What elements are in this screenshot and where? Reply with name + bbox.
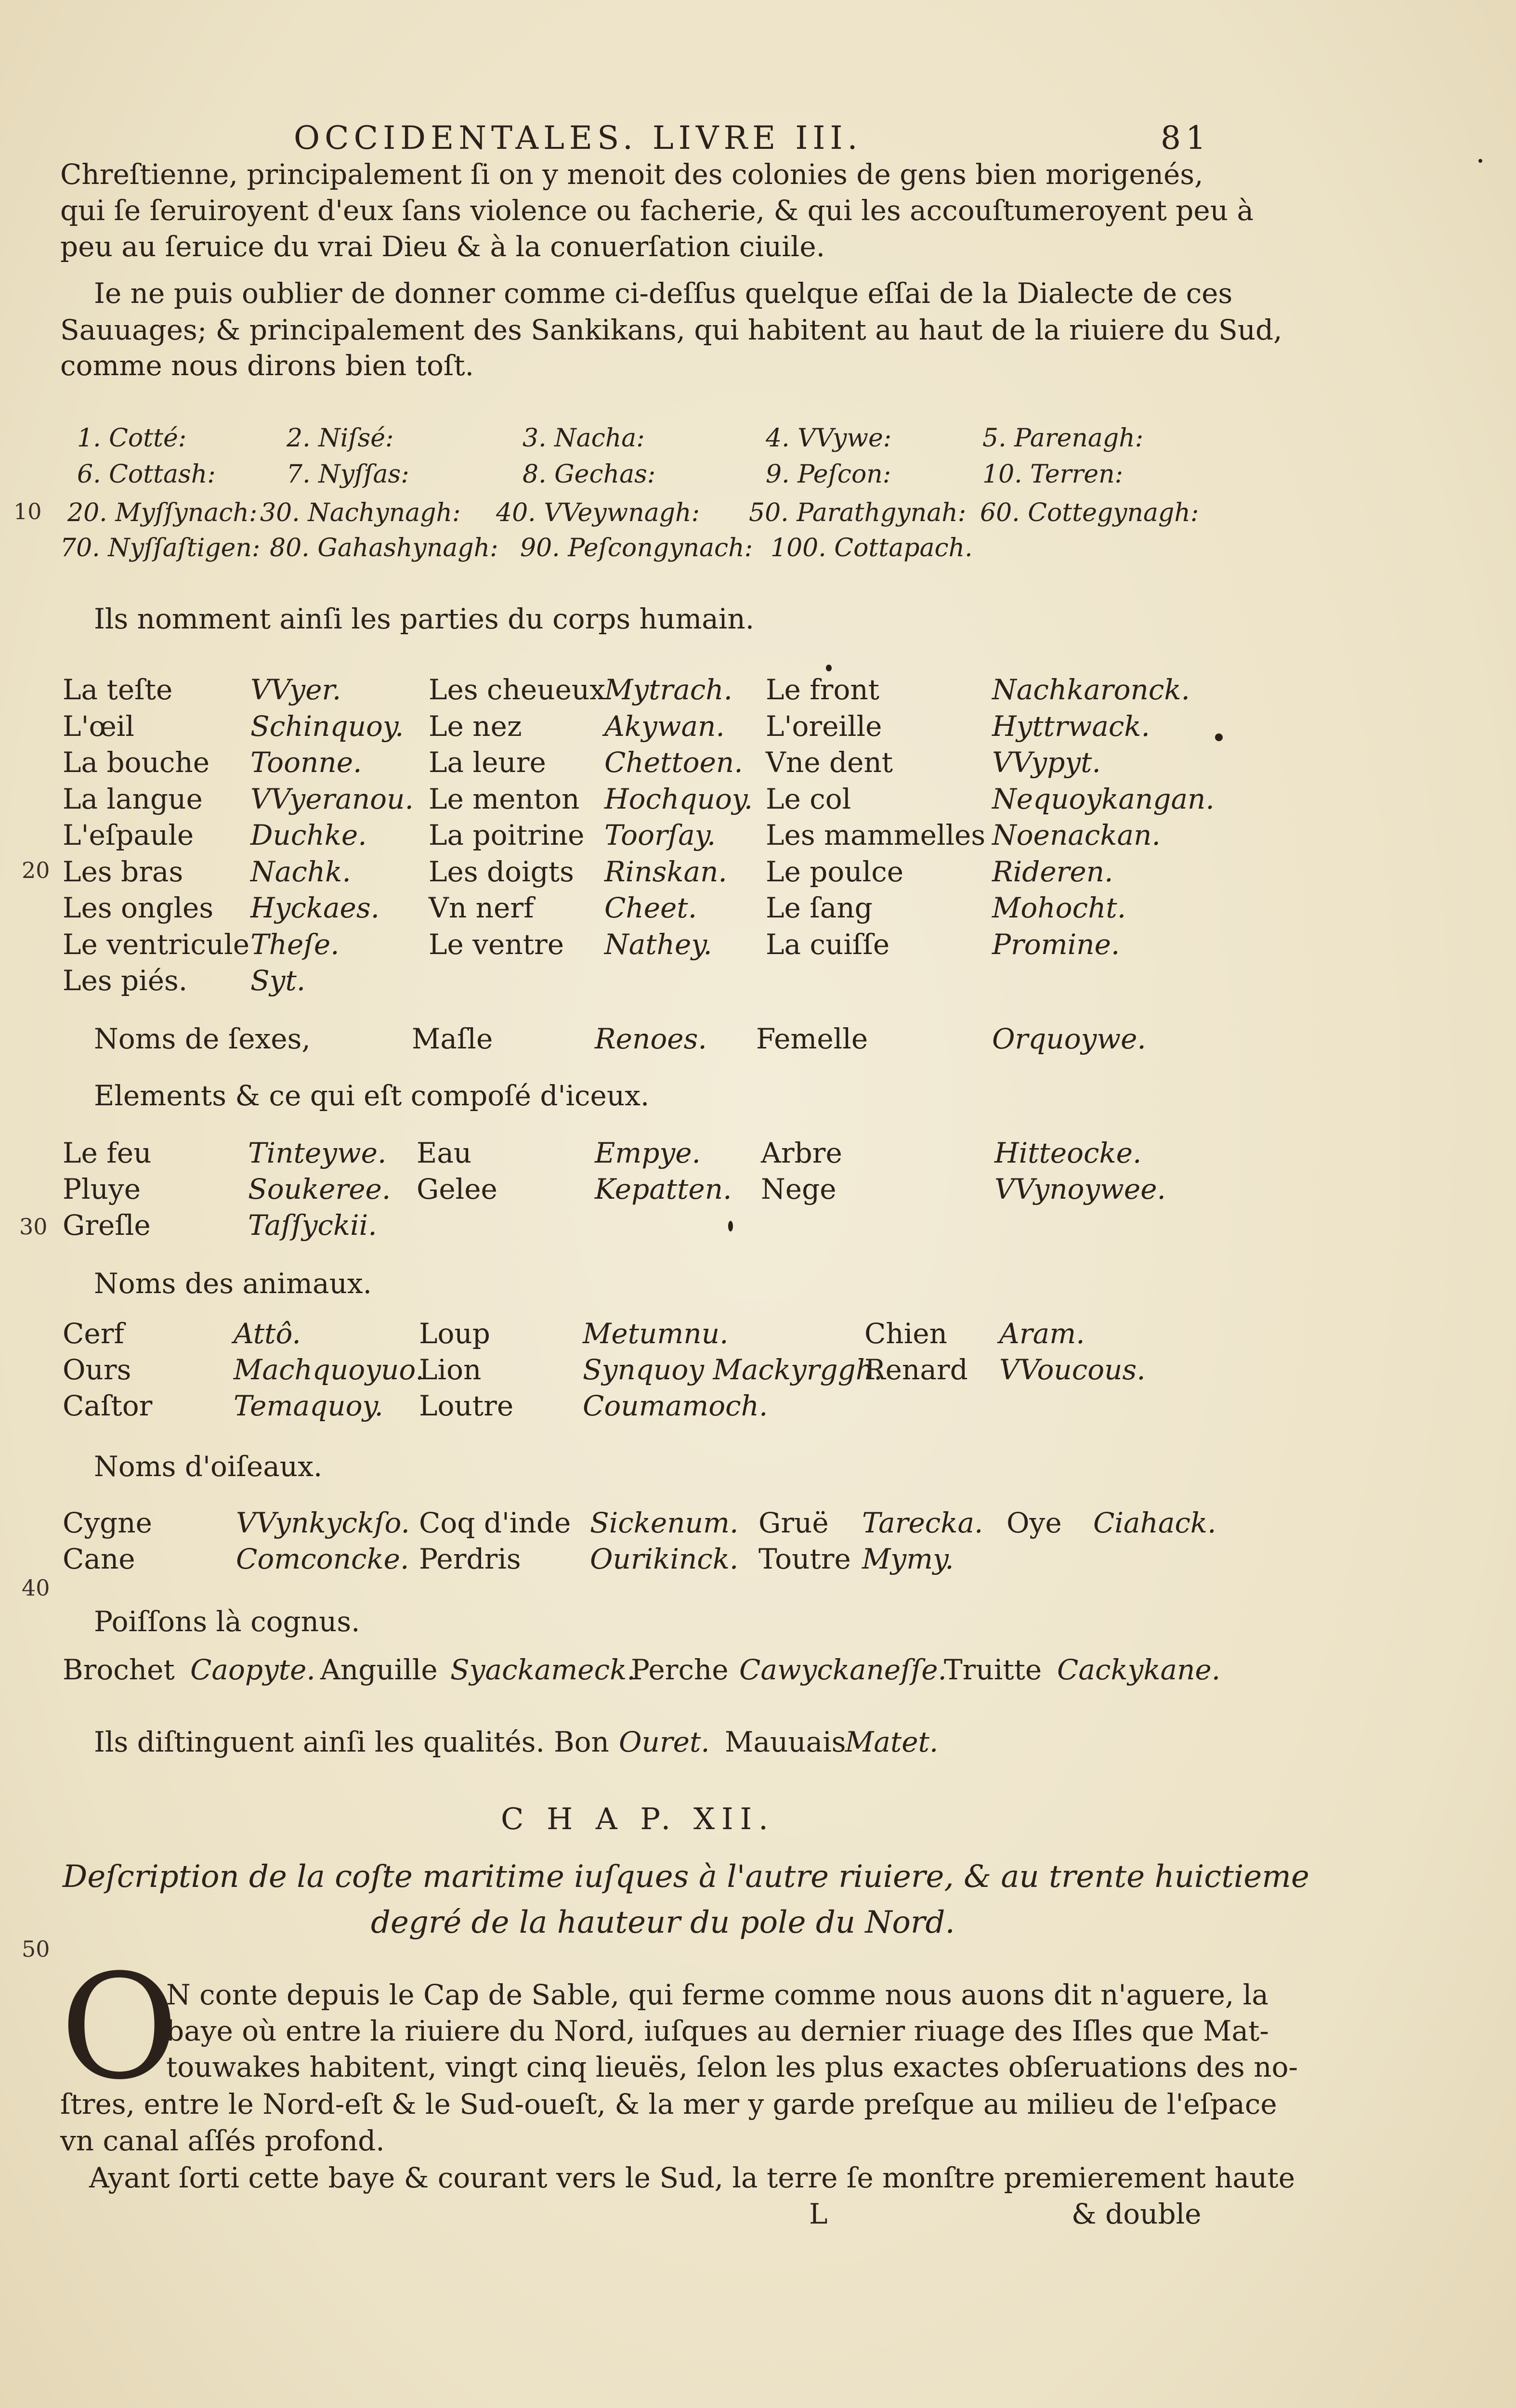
bird-native-word: Comconcke. xyxy=(236,1543,409,1575)
element-native-word: Hitteocke. xyxy=(994,1137,1142,1169)
animal-french-term: Caſtor xyxy=(63,1389,153,1422)
body-part-native-word: VVypyt. xyxy=(992,746,1101,779)
element-french-term: Le feu xyxy=(63,1137,152,1169)
fish-french-term: Truitte xyxy=(944,1653,1042,1686)
body-part-french-term: Les piés. xyxy=(63,964,188,997)
animal-native-word: Machquoyuo. xyxy=(234,1353,424,1386)
catchword: & double xyxy=(1072,2198,1202,2230)
animal-french-term: Chien xyxy=(864,1317,947,1350)
sex-french-term: Noms de ſexes, xyxy=(94,1022,311,1055)
element-native-word: Empye. xyxy=(595,1137,701,1169)
number-word: 90. Peſcongynach: xyxy=(520,534,753,563)
element-native-word: Soukeree. xyxy=(248,1173,391,1205)
fish-native-word: Cackykane. xyxy=(1057,1653,1221,1686)
chapter-line-3: touwakes habitent, vingt cinq lieuës, ſelon les plus exactes obſeruations des no- xyxy=(166,2051,1298,2083)
body-part-french-term: La bouche xyxy=(63,746,210,779)
body-part-native-word: Syt. xyxy=(250,964,306,997)
margin-line-number: 50 xyxy=(22,1936,50,1962)
body-part-native-word: Rideren. xyxy=(992,855,1113,888)
sex-native-word: Renoes. xyxy=(595,1022,707,1055)
bird-french-term: Perdris xyxy=(419,1543,521,1575)
body-part-french-term: Le front xyxy=(766,673,880,706)
intro-line-1: Chreſtienne, principalement ſi on y menoit des colonies de gens bien morigenés, xyxy=(60,158,1203,191)
margin-line-number: 30 xyxy=(19,1214,48,1240)
section-intro-elements: Elements & ce qui eſt compoſé d'iceux. xyxy=(94,1079,650,1112)
margin-line-number: 40 xyxy=(22,1575,50,1601)
intro-line-5: Sauuages; & principalement des Sankikans, qui habitent au haut de la riuiere du Sud, xyxy=(60,314,1282,346)
animal-native-word: Synquoy Mackyrggh. xyxy=(583,1353,883,1386)
intro-line-2: qui ſe ſeruiroyent d'eux ſans violence ou facherie, & qui les accouſtumeroyent peu à xyxy=(60,194,1254,227)
body-part-french-term: L'œil xyxy=(63,709,134,743)
fish-french-term: Brochet xyxy=(63,1653,175,1686)
element-native-word: Kepatten. xyxy=(595,1173,732,1205)
bird-french-term: Cane xyxy=(63,1543,135,1575)
margin-line-number: 10 xyxy=(13,498,42,524)
body-part-french-term: La leure xyxy=(429,746,546,779)
body-part-french-term: La cuiſſe xyxy=(766,928,890,961)
chapter-label: C H A P. XII. xyxy=(501,1801,775,1836)
fish-native-word: Cawyckaneſſe. xyxy=(739,1653,947,1686)
number-word: 50. Parathgynah: xyxy=(749,498,967,527)
section-intro-body-parts: Ils nomment ainſi les parties du corps humain. xyxy=(94,602,755,635)
intro-line-4: Ie ne puis oublier de donner comme ci-deſſus quelque eſſai de la Dialecte de ces xyxy=(94,277,1233,310)
number-word: 60. Cottegynagh: xyxy=(980,498,1199,527)
body-part-native-word: Hyttrwack. xyxy=(992,709,1150,743)
body-part-native-word: Mytrach. xyxy=(604,673,733,706)
animal-french-term: Loup xyxy=(419,1317,490,1350)
animal-french-term: Renard xyxy=(864,1353,968,1386)
body-part-french-term: Vn nerf xyxy=(429,891,534,924)
body-part-french-term: Le ventre xyxy=(429,928,564,961)
body-part-french-term: Les bras xyxy=(63,855,183,888)
signature-mark: L xyxy=(809,2198,828,2230)
running-title: OCCIDENTALES. LIVRE III. xyxy=(294,119,863,157)
body-part-native-word: Rinskan. xyxy=(604,855,727,888)
animal-french-term: Loutre xyxy=(419,1389,514,1422)
element-french-term: Gelee xyxy=(417,1173,497,1205)
quality-french-term: Bon xyxy=(554,1726,609,1758)
number-word: 6. Cottash: xyxy=(77,460,216,489)
bird-native-word: Ourikinck. xyxy=(590,1543,739,1575)
quality-french-term: Ils diſtinguent ainſi les qualités. xyxy=(94,1726,545,1758)
animal-french-term: Ours xyxy=(63,1353,131,1386)
number-word: 1. Cotté: xyxy=(77,424,187,453)
fish-french-term: Anguille xyxy=(320,1653,438,1686)
quality-native-word: Matet. xyxy=(845,1726,939,1758)
number-word: 2. Niſsé: xyxy=(287,424,394,453)
number-word: 5. Parenagh: xyxy=(982,424,1144,453)
element-french-term: Arbre xyxy=(761,1137,842,1169)
element-french-term: Pluye xyxy=(63,1173,141,1205)
intro-line-6: comme nous dirons bien toſt. xyxy=(60,349,474,382)
element-native-word: Tinteywe. xyxy=(248,1137,387,1169)
bird-french-term: Gruë xyxy=(758,1506,829,1539)
page-number: 81 xyxy=(1161,119,1211,157)
chapter-line-1: N conte depuis le Cap de Sable, qui ferme comme nous auons dit n'aguere, la xyxy=(166,1978,1268,2011)
body-part-native-word: Chettoen. xyxy=(604,746,743,779)
fish-native-word: Caopyte. xyxy=(190,1653,315,1686)
body-part-native-word: VVyeranou. xyxy=(250,782,414,815)
animal-french-term: Cerf xyxy=(63,1317,124,1350)
body-part-native-word: Schinquoy. xyxy=(250,709,404,743)
bird-french-term: Cygne xyxy=(63,1506,152,1539)
body-part-native-word: Nathey. xyxy=(604,928,712,961)
fish-french-term: Perche xyxy=(631,1653,729,1686)
animal-french-term: Lion xyxy=(419,1353,482,1386)
body-part-french-term: La poitrine xyxy=(429,819,585,851)
body-part-french-term: Le poulce xyxy=(766,855,904,888)
ink-speck xyxy=(1215,733,1223,741)
element-french-term: Eau xyxy=(417,1137,472,1169)
body-part-french-term: Le ſang xyxy=(766,891,873,924)
body-part-french-term: Le nez xyxy=(429,709,522,743)
number-word: 40. VVeywnagh: xyxy=(496,498,700,527)
body-part-native-word: Nequoykangan. xyxy=(992,782,1215,815)
ink-speck xyxy=(1478,159,1482,163)
animal-native-word: Aram. xyxy=(999,1317,1085,1350)
bird-native-word: Tarecka. xyxy=(862,1506,983,1539)
body-part-french-term: Les doigts xyxy=(429,855,574,888)
body-part-native-word: Nachkaronck. xyxy=(992,673,1190,706)
bird-french-term: Toutre xyxy=(758,1543,851,1575)
body-part-native-word: Nachk. xyxy=(250,855,351,888)
body-part-native-word: Cheet. xyxy=(604,891,697,924)
animal-native-word: Temaquoy. xyxy=(234,1389,383,1422)
animal-native-word: Coumamoch. xyxy=(583,1389,768,1422)
bird-native-word: VVynkyckſo. xyxy=(236,1506,410,1539)
chapter-line-4: ſtres, entre le Nord-eſt & le Sud-oueſt, & la mer y garde preſque au milieu de l'eſpace xyxy=(60,2088,1277,2120)
body-part-french-term: L'oreille xyxy=(766,709,882,743)
chapter-line-6: Ayant ſorti cette baye & courant vers le Sud, la terre ſe monſtre premierement haute xyxy=(89,2161,1295,2194)
ink-speck xyxy=(728,1221,733,1231)
sex-french-term: Maſle xyxy=(412,1022,493,1055)
bird-french-term: Coq d'inde xyxy=(419,1506,571,1539)
number-word: 7. Nyſſas: xyxy=(287,460,409,489)
body-part-native-word: Hochquoy. xyxy=(604,782,753,815)
sex-french-term: Femelle xyxy=(756,1022,868,1055)
sex-native-word: Orquoywe. xyxy=(992,1022,1146,1055)
chapter-line-5: vn canal aſſés profond. xyxy=(60,2124,385,2157)
number-word: 20. Myſſynach: xyxy=(67,498,258,527)
body-part-native-word: Toonne. xyxy=(250,746,362,779)
section-intro-fish: Poiſſons là cognus. xyxy=(94,1605,360,1638)
drop-cap: O xyxy=(60,1943,179,2111)
section-intro-birds: Noms d'oiſeaux. xyxy=(94,1450,323,1483)
body-part-french-term: Le ventricule xyxy=(63,928,250,961)
element-french-term: Greſle xyxy=(63,1209,151,1242)
element-native-word: Taſſyckii. xyxy=(248,1209,377,1242)
number-word: 3. Nacha: xyxy=(523,424,645,453)
body-part-native-word: Toorſay. xyxy=(604,819,716,851)
body-part-french-term: La teſte xyxy=(63,673,173,706)
body-part-french-term: Vne dent xyxy=(766,746,893,779)
number-word: 4. VVywe: xyxy=(766,424,892,453)
number-word: 9. Peſcon: xyxy=(766,460,891,489)
body-part-native-word: VVyer. xyxy=(250,673,341,706)
body-part-native-word: Theſe. xyxy=(250,928,340,961)
element-native-word: VVynoywee. xyxy=(994,1173,1166,1205)
body-part-french-term: Les ongles xyxy=(63,891,214,924)
number-word: 30. Nachynagh: xyxy=(260,498,461,527)
fish-native-word: Syackameck. xyxy=(450,1653,636,1686)
number-word: 100. Cottapach. xyxy=(771,534,973,563)
animal-native-word: VVoucous. xyxy=(999,1353,1146,1386)
body-part-native-word: Mohocht. xyxy=(992,891,1126,924)
bird-native-word: Ciahack. xyxy=(1093,1506,1216,1539)
body-part-native-word: Promine. xyxy=(992,928,1120,961)
bird-native-word: Sickenum. xyxy=(590,1506,739,1539)
bird-french-term: Oye xyxy=(1006,1506,1062,1539)
margin-line-number: 20 xyxy=(22,857,50,883)
animal-native-word: Attô. xyxy=(234,1317,301,1350)
body-part-french-term: La langue xyxy=(63,782,203,815)
body-part-native-word: Duchke. xyxy=(250,819,367,851)
quality-native-word: Ouret. xyxy=(619,1726,710,1758)
bird-native-word: Mymy. xyxy=(862,1543,954,1575)
number-word: 70. Nyſſaſtigen: xyxy=(60,534,261,563)
element-french-term: Nege xyxy=(761,1173,836,1205)
body-part-french-term: Le menton xyxy=(429,782,580,815)
body-part-french-term: L'eſpaule xyxy=(63,819,194,851)
chapter-line-2: baye où entre la riuiere du Nord, iuſques au dernier riuage des Iſles que Mat- xyxy=(166,2015,1269,2047)
body-part-french-term: Les cheueux xyxy=(429,673,605,706)
chapter-heading-line-1: Deſcription de la coſte maritime iuſques à l'autre riuiere, & au trente huictieme xyxy=(63,1859,1309,1895)
body-part-french-term: Le col xyxy=(766,782,851,815)
number-word: 80. Gahashynagh: xyxy=(270,534,498,563)
number-word: 8. Gechas: xyxy=(523,460,656,489)
body-part-native-word: Akywan. xyxy=(604,709,725,743)
body-part-native-word: Hyckaes. xyxy=(250,891,380,924)
chapter-heading-line-2: degré de la hauteur du pole du Nord. xyxy=(371,1905,955,1940)
animal-native-word: Metumnu. xyxy=(583,1317,729,1350)
intro-line-3: peu au ſeruice du vrai Dieu & à la conuerſation ciuile. xyxy=(60,230,825,263)
number-word: 10. Terren: xyxy=(982,460,1124,489)
body-part-native-word: Noenackan. xyxy=(992,819,1161,851)
ink-speck xyxy=(826,665,832,671)
section-intro-animals: Noms des animaux. xyxy=(94,1267,372,1300)
body-part-french-term: Les mammelles xyxy=(766,819,986,851)
quality-french-term: Mauuais xyxy=(725,1726,846,1758)
